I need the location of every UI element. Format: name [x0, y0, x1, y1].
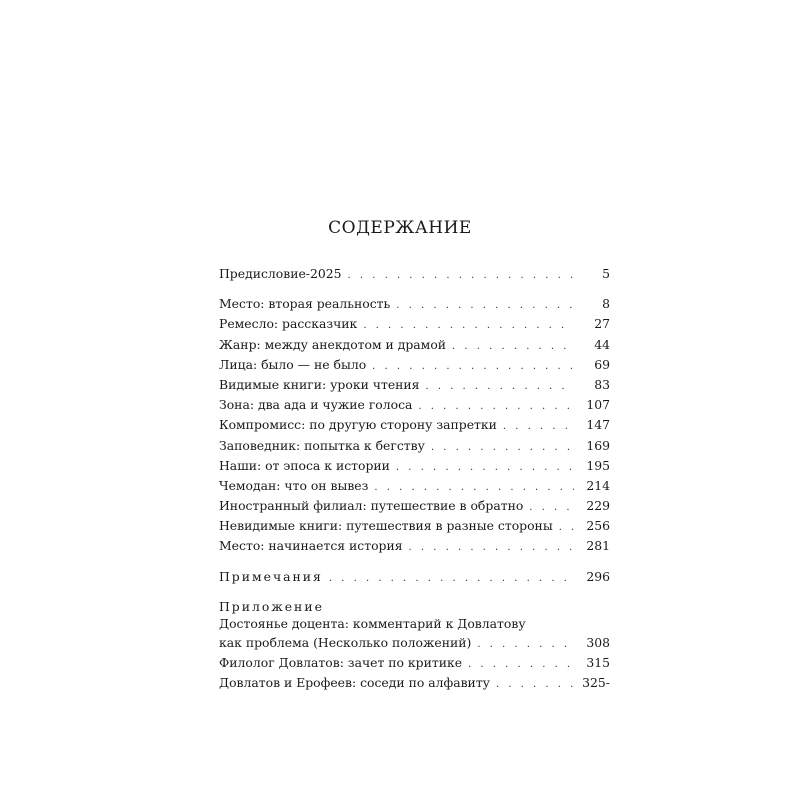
- toc-entry-page: 315: [586, 655, 610, 670]
- toc-entry-label: Примечания: [219, 568, 323, 584]
- toc-entry-label-line: Достоянье доцента: комментарий к Довлатову: [219, 616, 526, 632]
- appendix-heading: Приложение: [219, 598, 324, 614]
- toc-entry-label: как проблема (Несколько положений): [219, 634, 472, 650]
- toc-entry-page: 296: [586, 568, 610, 584]
- toc-entry: [219, 633, 610, 653]
- toc-entry-notes: [219, 567, 610, 587]
- dot-leader: [374, 478, 574, 498]
- dot-leader: [529, 498, 574, 518]
- toc-entry-label: Компромисс: по другую сторону запретки: [219, 417, 497, 433]
- toc-entry: [219, 436, 610, 456]
- toc-entry: [219, 375, 610, 395]
- toc-entry-label: Филолог Довлатов: зачет по критике: [219, 655, 463, 670]
- toc-entry-label: Ремесло: рассказчик: [219, 316, 358, 332]
- toc-entry-label: Зона: два ада и чужие голоса: [219, 397, 413, 413]
- toc-entry-label: Лица: было — не было: [219, 356, 367, 372]
- toc-entry-page: 281: [586, 538, 610, 554]
- toc-entry-page: 256: [586, 518, 610, 534]
- toc-entry: [219, 314, 610, 334]
- toc-entry: [219, 355, 610, 375]
- toc-entry-page: 195: [586, 457, 610, 473]
- table-of-contents: [219, 264, 610, 693]
- dot-leader: [372, 357, 574, 377]
- toc-entry-label: Чемодан: что он вывез: [219, 477, 369, 493]
- toc-entry: [219, 496, 610, 516]
- dot-leader: [418, 397, 574, 417]
- dot-leader: [496, 675, 574, 695]
- toc-entry-label: Невидимые книги: путешествия в разные стороны: [219, 518, 553, 534]
- toc-entry: [219, 536, 610, 556]
- dot-leader: [409, 538, 574, 558]
- dot-leader: [503, 417, 574, 437]
- toc-entry: [219, 673, 610, 693]
- toc-entry-page: 5: [602, 266, 610, 281]
- toc-entry-label: Заповедник: попытка к бегству: [219, 437, 425, 453]
- toc-entry: [219, 653, 610, 673]
- toc-entry: [219, 335, 610, 355]
- toc-entry-page: 44: [594, 336, 610, 352]
- toc-entry-label: Довлатов и Ерофеев: соседи по алфавиту: [219, 675, 490, 691]
- toc-entry-page: 147: [586, 417, 610, 433]
- toc-entry: [219, 476, 610, 496]
- toc-entry: [219, 395, 610, 415]
- toc-entry-page: 83: [594, 376, 610, 392]
- toc-entry-label: Место: вторая реальность: [219, 296, 391, 312]
- toc-entry-page: 69: [594, 356, 610, 372]
- toc-entry-page: 107: [586, 397, 610, 413]
- dot-leader: [452, 337, 574, 357]
- dot-leader: [329, 569, 574, 589]
- toc-entry-page: 214: [586, 477, 610, 493]
- toc-entry: [219, 415, 610, 435]
- toc-entry-label: Место: начинается история: [219, 538, 403, 554]
- dot-leader: [431, 438, 574, 458]
- toc-entry-preface: [219, 264, 610, 284]
- dot-leader: [396, 296, 574, 316]
- toc-entry-page: 169: [586, 437, 610, 453]
- toc-entry: [219, 516, 610, 536]
- toc-entry-page: 229: [586, 498, 610, 514]
- toc-entry-label: Предисловие-2025: [219, 266, 342, 281]
- dot-leader: [363, 316, 574, 336]
- dot-leader: [477, 635, 574, 655]
- dot-leader: [425, 377, 574, 397]
- dot-leader: [396, 458, 574, 478]
- toc-entry: [219, 294, 610, 314]
- toc-entry-page: 325-: [582, 675, 610, 691]
- toc-entry-label: Видимые книги: уроки чтения: [219, 376, 420, 392]
- toc-entry-page: 308: [586, 634, 610, 650]
- page-title: СОДЕРЖАНИЕ: [328, 218, 472, 238]
- dot-leader: [468, 655, 574, 675]
- toc-entry: [219, 456, 610, 476]
- dot-leader: [348, 266, 574, 286]
- toc-entry-label: Иностранный филиал: путешествие в обратно: [219, 498, 524, 514]
- toc-entry-page: 8: [602, 296, 610, 312]
- toc-entry-page: 27: [594, 316, 610, 332]
- toc-entry-label: Жанр: между анекдотом и драмой: [219, 336, 447, 352]
- dot-leader: [559, 518, 574, 538]
- toc-entry-label: Наши: от эпоса к истории: [219, 457, 390, 473]
